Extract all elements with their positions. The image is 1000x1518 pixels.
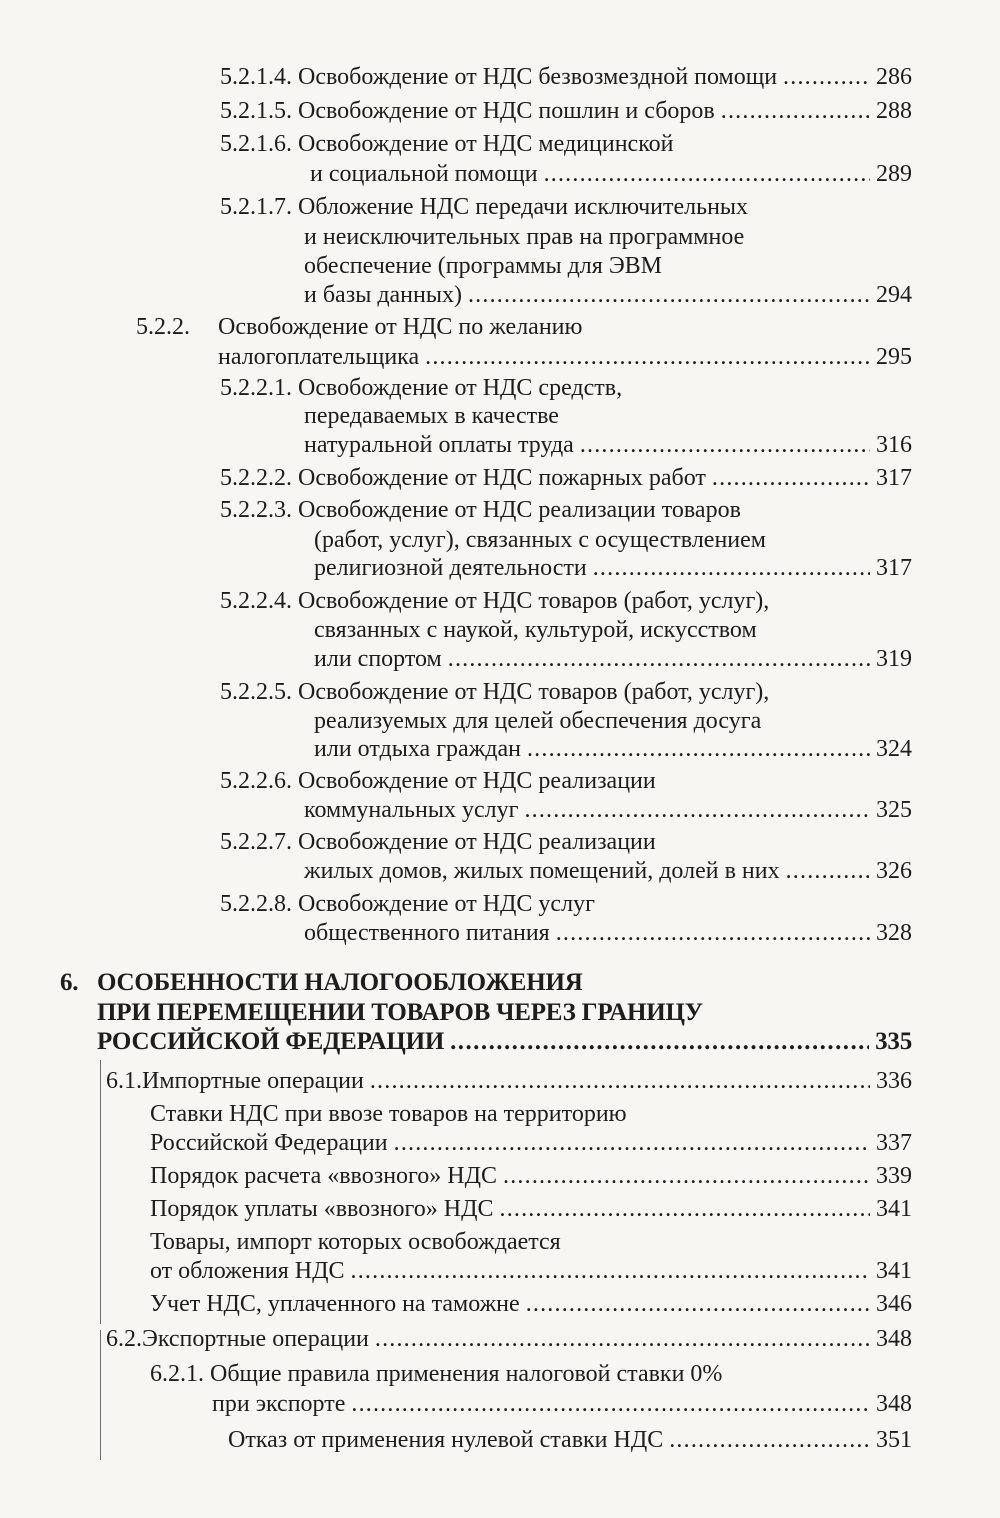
- entry-title: религиозной деятельности: [314, 555, 587, 581]
- entry-title: Освобождение от НДС медицинской: [298, 131, 674, 157]
- toc-entry-line: [314, 525, 766, 555]
- entry-title: Освобождение от НДС безвозмездной помощи: [298, 64, 778, 90]
- entry-title: Экспортные операции: [142, 1326, 369, 1352]
- entry-page: 341: [876, 1258, 912, 1284]
- toc-entry-line: [304, 918, 912, 948]
- entry-page: 317: [876, 555, 912, 581]
- toc-entry-line: [150, 1099, 627, 1129]
- toc-entry-line: [314, 706, 761, 736]
- entry-title: Освобождение от НДС средств,: [298, 375, 623, 401]
- entry-number: 5.2.2.1.: [220, 375, 292, 401]
- toc-entry: [150, 1161, 912, 1191]
- entry-title: Освобождение от НДС реализации: [298, 768, 656, 794]
- toc-entry: [106, 1066, 912, 1096]
- entry-title: от обложения НДС: [150, 1258, 345, 1284]
- margin-rule: [100, 1060, 101, 1324]
- entry-page: 328: [876, 920, 912, 946]
- toc-entry-line: [218, 342, 912, 372]
- toc-entry-line: [314, 553, 912, 583]
- entry-title: Освобождение от НДС пошлин и сборов: [298, 98, 715, 124]
- toc-entry: [220, 96, 912, 126]
- chapter-heading: [60, 968, 583, 998]
- dot-leader: [375, 1324, 870, 1354]
- dot-leader: [526, 1289, 870, 1319]
- entry-page: 326: [876, 858, 912, 884]
- entry-number: 5.2.1.5.: [220, 98, 292, 124]
- toc-entry: [220, 62, 912, 92]
- toc-entry-line: [150, 1359, 722, 1389]
- entry-page: 336: [876, 1068, 912, 1094]
- toc-entry-line: [220, 192, 912, 222]
- dot-leader: [500, 1194, 871, 1224]
- entry-title: Освобождение от НДС реализации: [298, 829, 656, 855]
- entry-number: 5.2.2.4.: [220, 588, 292, 614]
- entry-title: Российской Федерации: [150, 1130, 388, 1156]
- entry-title: общественного питания: [304, 920, 550, 946]
- entry-number: 6.2.1.: [150, 1361, 204, 1387]
- entry-title: Общие правила применения налоговой ставки 0%: [210, 1361, 723, 1387]
- entry-page: 288: [876, 98, 912, 124]
- entry-title: Обложение НДС передачи исключительных: [298, 194, 749, 220]
- toc-entry-line: [314, 644, 912, 674]
- entry-page: 337: [876, 1130, 912, 1156]
- dot-leader: [786, 856, 870, 886]
- dot-leader: [468, 280, 870, 310]
- chapter-page: 335: [875, 1028, 912, 1055]
- dot-leader: [351, 1389, 870, 1419]
- toc-entry-line: [150, 1256, 912, 1286]
- entry-title: Освобождение от НДС реализации товаров: [298, 497, 741, 523]
- entry-page: 289: [876, 161, 912, 187]
- toc-entry-line: [304, 795, 912, 825]
- entry-page: 325: [876, 797, 912, 823]
- entry-title: Порядок уплаты «ввозного» НДС: [150, 1196, 494, 1222]
- entry-number: 5.2.2.7.: [220, 829, 292, 855]
- entry-title: Освобождение от НДС пожарных работ: [298, 465, 706, 491]
- entry-page: 294: [876, 282, 912, 308]
- toc-entry-line: [220, 889, 595, 919]
- chapter-heading: [97, 998, 703, 1028]
- entry-title: жилых домов, жилых помещений, долей в них: [304, 858, 780, 884]
- toc-entry-line: [212, 1389, 912, 1419]
- entry-number: 6.1.: [106, 1068, 142, 1094]
- entry-page: 341: [876, 1196, 912, 1222]
- entry-title: Освобождение от НДС товаров (работ, услуг),: [298, 588, 770, 614]
- dot-leader: [712, 463, 870, 493]
- entry-title: (работ, услуг), связанных с осуществлением: [314, 527, 766, 553]
- dot-leader: [544, 159, 870, 189]
- dot-leader: [580, 430, 870, 460]
- entry-title: Отказ от применения нулевой ставки НДС: [228, 1427, 664, 1453]
- dot-leader: [351, 1256, 870, 1286]
- toc-entry-line: [220, 495, 741, 525]
- toc-entry-line: [304, 280, 912, 310]
- dot-leader: [527, 734, 870, 764]
- toc-entry-line: [310, 159, 912, 189]
- toc-entry-line: [304, 430, 912, 460]
- toc-entry-line: [136, 312, 582, 342]
- entry-title: реализуемых для целей обеспечения досуга: [314, 708, 762, 734]
- entry-title: и неисключительных прав на программное: [304, 224, 745, 250]
- toc-entry-line: [220, 766, 656, 796]
- entry-number: 6.2.: [106, 1326, 142, 1352]
- entry-title: Порядок расчета «ввозного» НДС: [150, 1163, 498, 1189]
- toc-entry-line: [220, 373, 622, 403]
- entry-number: 5.2.2.6.: [220, 768, 292, 794]
- dot-leader: [448, 644, 870, 674]
- dot-leader: [669, 1425, 870, 1455]
- entry-page: 339: [876, 1163, 912, 1189]
- entry-title: передаваемых в качестве: [304, 403, 559, 429]
- dot-leader: [783, 62, 870, 92]
- chapter-title: ОСОБЕННОСТИ НАЛОГООБЛОЖЕНИЯ: [97, 969, 583, 996]
- entry-title: Учет НДС, уплаченного на таможне: [150, 1291, 520, 1317]
- entry-page: 319: [876, 646, 912, 672]
- chapter-title: ПРИ ПЕРЕМЕЩЕНИИ ТОВАРОВ ЧЕРЕЗ ГРАНИЦУ: [97, 999, 703, 1026]
- chapter-number: 6.: [60, 969, 79, 996]
- toc-entry-line: [304, 401, 559, 431]
- entry-title: Освобождение от НДС товаров (работ, услуг),: [298, 679, 770, 705]
- entry-title: и базы данных): [304, 282, 462, 308]
- dot-leader: [503, 1161, 870, 1191]
- margin-rule: [100, 1330, 101, 1460]
- toc-entry: [220, 463, 912, 493]
- entry-title: обеспечение (программы для ЭВМ: [304, 253, 663, 279]
- entry-title: налогоплательщика: [218, 344, 420, 370]
- entry-title: Товары, импорт которых освобождается: [150, 1229, 561, 1255]
- dot-leader: [394, 1128, 870, 1158]
- dot-leader: [556, 918, 870, 948]
- dot-leader: [593, 553, 870, 583]
- entry-number: 5.2.2.3.: [220, 497, 292, 523]
- entry-page: 316: [876, 432, 912, 458]
- entry-page: 286: [876, 64, 912, 90]
- toc-entry: [150, 1289, 912, 1319]
- toc-entry-line: [304, 222, 744, 252]
- entry-number: 5.2.1.7.: [220, 194, 292, 220]
- entry-title: Освобождение от НДС услуг: [298, 891, 595, 917]
- entry-page: 324: [876, 736, 912, 762]
- chapter-title: РОССИЙСКОЙ ФЕДЕРАЦИИ: [97, 1028, 445, 1055]
- entry-number: 5.2.1.6.: [220, 131, 292, 157]
- entry-title: связанных с наукой, культурой, искусством: [314, 617, 757, 643]
- toc-entry-line: [220, 129, 912, 159]
- entry-title: и социальной помощи: [310, 161, 538, 187]
- entry-title: натуральной оплаты труда: [304, 432, 574, 458]
- entry-page: 295: [876, 344, 912, 370]
- dot-leader: [524, 795, 870, 825]
- entry-title: Ставки НДС при ввозе товаров на территорию: [150, 1101, 627, 1127]
- dot-leader: [425, 342, 870, 372]
- entry-title: Импортные операции: [142, 1068, 364, 1094]
- entry-title: или спортом: [314, 646, 442, 672]
- entry-title: или отдыха граждан: [314, 736, 521, 762]
- chapter-heading: [97, 1027, 912, 1057]
- toc-entry-line: [304, 856, 912, 886]
- toc-entry-line: [220, 677, 769, 707]
- toc-entry-line: [220, 827, 656, 857]
- entry-number: 5.2.2.5.: [220, 679, 292, 705]
- entry-title: коммунальных услуг: [304, 797, 519, 823]
- toc-entry-line: [220, 586, 769, 616]
- toc-entry: [228, 1425, 912, 1455]
- entry-title: при экспорте: [212, 1391, 346, 1417]
- entry-number: 5.2.2.: [136, 314, 190, 340]
- dot-leader: [370, 1066, 870, 1096]
- toc-entry: [106, 1324, 912, 1354]
- toc-entry: [150, 1194, 912, 1224]
- toc-entry-line: [150, 1227, 561, 1257]
- entry-page: 348: [876, 1391, 912, 1417]
- entry-page: 317: [876, 465, 912, 491]
- toc-entry-line: [150, 1128, 912, 1158]
- entry-number: 5.2.2.8.: [220, 891, 292, 917]
- dot-leader: [721, 96, 870, 126]
- entry-title: Освобождение от НДС по желанию: [218, 314, 583, 340]
- entry-page: 346: [876, 1291, 912, 1317]
- toc-entry-line: [314, 615, 757, 645]
- entry-number: 5.2.1.4.: [220, 64, 292, 90]
- dot-leader: [450, 1027, 869, 1057]
- entry-number: 5.2.2.2.: [220, 465, 292, 491]
- entry-page: 348: [876, 1326, 912, 1352]
- toc-entry-line: [304, 251, 662, 281]
- entry-page: 351: [876, 1427, 912, 1453]
- toc-entry-line: [314, 734, 912, 764]
